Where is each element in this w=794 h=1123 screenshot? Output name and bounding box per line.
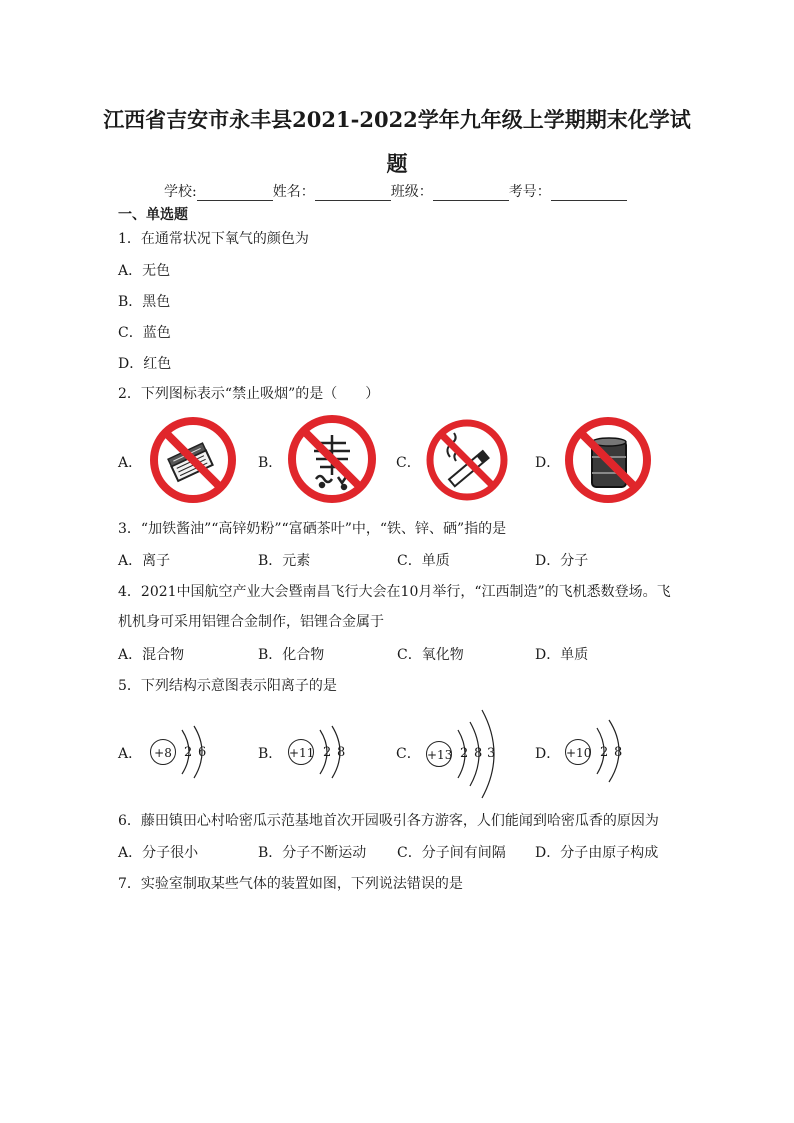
student-info-line [164, 181, 627, 201]
shell-d-1: 2 [600, 745, 609, 760]
no-oil-barrel-icon [562, 415, 654, 505]
shell-b-1: 2 [323, 745, 332, 760]
q4-option-b: B．化合物 [258, 647, 325, 663]
question-1-stem: 1．在通常状况下氧气的颜色为 [118, 231, 309, 247]
q6-option-a: A．分子很小 [118, 845, 199, 861]
number-blank [551, 187, 627, 201]
class-label: 班级： [390, 184, 433, 200]
electron-shell-arcs-a [170, 722, 220, 782]
no-fireworks-icon [286, 413, 378, 505]
q1-option-d: D．红色 [118, 356, 172, 372]
q2-label-c: C． [396, 455, 421, 471]
q1-option-c: C．蓝色 [118, 325, 171, 341]
school-blank [197, 187, 273, 201]
question-5-stem: 5．下列结构示意图表示阳离子的是 [118, 678, 337, 694]
shell-a-2: 6 [198, 745, 207, 760]
q4-option-d: D．单质 [535, 647, 589, 663]
school-label: 学校: [164, 184, 197, 200]
q2-label-d: D． [535, 455, 561, 471]
shell-c-1: 2 [460, 746, 469, 761]
question-3-stem: 3．“加铁酱油”“高锌奶粉”“富硒茶叶”中，“铁、锌、硒”指的是 [118, 521, 507, 537]
shell-c-2: 8 [474, 746, 483, 761]
class-blank [433, 187, 509, 201]
question-2-stem: 2．下列图标表示“禁止吸烟”的是（ ） [118, 386, 380, 402]
nucleus-d: +10 [565, 739, 591, 765]
q2-label-a: A． [118, 455, 143, 471]
shell-a-1: 2 [184, 745, 193, 760]
question-4-stem-line2: 机机身可采用铝锂合金制作，铝锂合金属于 [118, 614, 384, 630]
q3-option-b: B．元素 [258, 553, 311, 569]
page-title-line2: 题 [386, 151, 408, 176]
shell-c-3: 3 [487, 746, 496, 761]
nucleus-b: +11 [288, 739, 314, 765]
electron-shell-arcs-d [585, 716, 635, 786]
q6-option-c: C．分子间有间隔 [397, 845, 506, 861]
number-label: 考号： [508, 184, 551, 200]
q5-label-a: A． [118, 746, 143, 762]
no-smoking-icon [424, 417, 510, 503]
q3-option-c: C．单质 [397, 553, 450, 569]
name-blank [315, 187, 391, 201]
question-4-stem-line1: 4．2021中国航空产业大会暨南昌飞行大会在10月举行，“江西制造”的飞机悉数登场。飞 [118, 584, 671, 600]
q4-option-a: A．混合物 [118, 647, 185, 663]
q5-label-d: D． [535, 746, 561, 762]
nucleus-c: +13 [426, 741, 452, 767]
question-7-stem: 7．实验室制取某些气体的装置如图，下列说法错误的是 [118, 876, 463, 892]
q3-option-a: A．离子 [118, 553, 171, 569]
no-matches-icon [148, 415, 238, 505]
shell-d-2: 8 [614, 745, 623, 760]
nucleus-a: +8 [150, 739, 176, 765]
q5-label-c: C． [396, 746, 421, 762]
page-title-line1: 江西省吉安市永丰县2021-2022学年九年级上学期期末化学试 [103, 107, 691, 132]
question-6-stem: 6．藤田镇田心村哈密瓜示范基地首次开园吸引各方游客，人们能闻到哈密瓜香的原因为 [118, 813, 659, 829]
q4-option-c: C．氧化物 [397, 647, 464, 663]
q1-option-a: A．无色 [118, 263, 171, 279]
q6-option-d: D．分子由原子构成 [535, 845, 659, 861]
shell-b-2: 8 [337, 745, 346, 760]
section-title: 一、单选题 [118, 207, 188, 223]
electron-shell-arcs-b [308, 722, 358, 782]
q1-option-b: B．黑色 [118, 294, 171, 310]
name-label: 姓名： [272, 184, 315, 200]
q6-option-b: B．分子不断运动 [258, 845, 367, 861]
q2-label-b: B． [258, 455, 283, 471]
q3-option-d: D．分子 [535, 553, 589, 569]
q5-label-b: B． [258, 746, 283, 762]
